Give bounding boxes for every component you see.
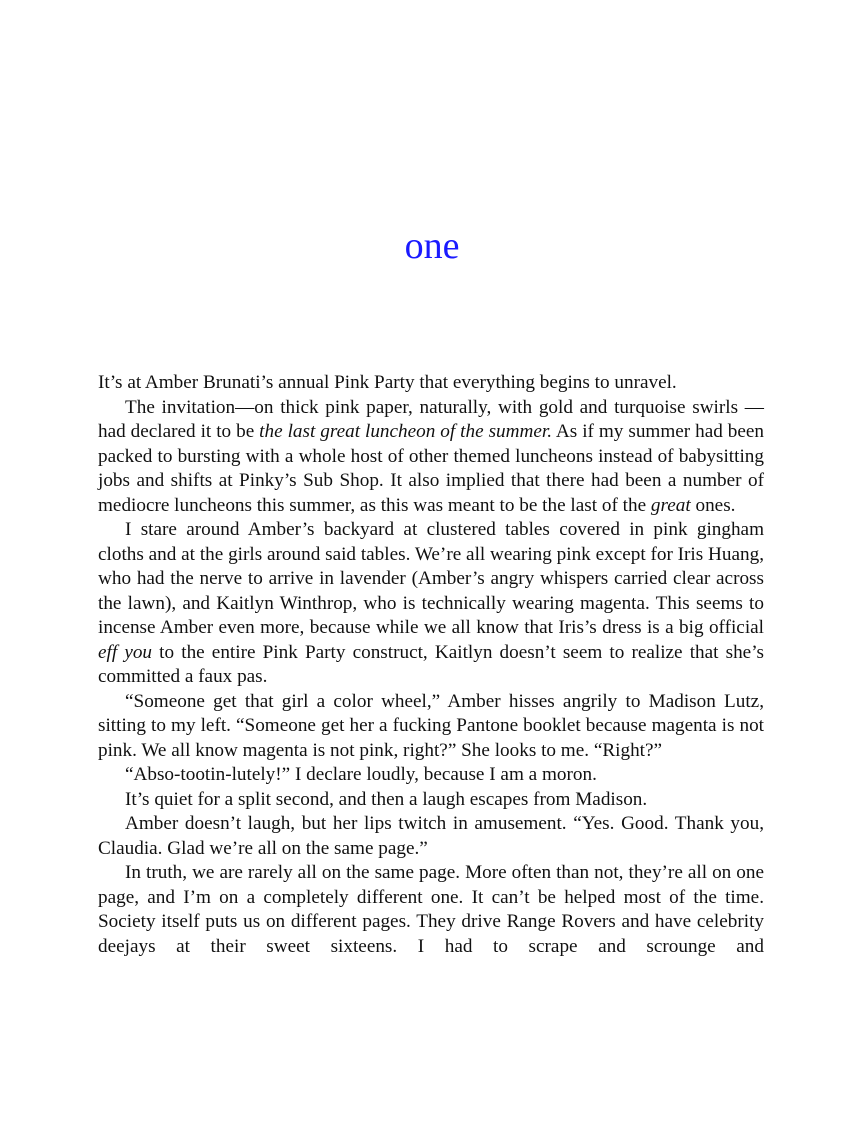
paragraph: It’s quiet for a split second, and then a laugh escapes from Madison. — [125, 788, 648, 810]
paragraph: “Abso-tootin-lutely!” I declare loudly, because I am a moron. — [125, 764, 597, 785]
emphasis-text: great — [650, 494, 691, 516]
paragraph: In truth, we are rarely all on the same page. More often than not, they’re all on one page, and I’m on a completely different one. It can’t be helped most of the time. Society itself puts us on different pages. They drive Range Rovers and have celebrity deejays at their sweet sixteens. I had to scrape and scrounge and — [98, 862, 764, 957]
paragraph — [98, 518, 764, 690]
paragraph-text: As if my summer had been packed to bursting with a whole host of other themed luncheons instead of babysitting jobs and shifts at Pinky’s Sub Shop. It also implied that there had been a number of mediocre luncheons this summer, as this was meant to be the last of the — [98, 421, 765, 516]
paragraph: Amber doesn’t laugh, but her lips twitch in amusement. “Yes. Good. Thank you, Claudia. Glad we’re all on the same page.” — [98, 813, 764, 859]
paragraph — [98, 396, 764, 519]
emphasis-text: eff you — [98, 641, 153, 663]
paragraph: “Someone get that girl a color wheel,” Amber hisses angrily to Madison Lutz, sitting to my left. “Someone get her a fucking Pantone booklet because magenta is not pink. We all know magenta is not pink, right?” She looks to me. “Right?” — [98, 690, 764, 761]
paragraph-text: The invitation—on thick pink paper, naturally, with gold and turquoise swirls —had declared it to be — [98, 396, 764, 442]
emphasis-text: the last great luncheon of the summer. — [259, 421, 553, 442]
chapter-body — [98, 371, 764, 959]
paragraph-text: to the entire Pink Party construct, Kaitlyn doesn’t seem to realize that she’s committed a faux pas. — [98, 641, 764, 687]
paragraph-text: I stare around Amber’s backyard at clustered tables covered in pink gingham cloths and at the girls around said tables. We’re all wearing pink except for Iris Huang, who had the nerve to arrive in lavender (Amber’s angry whispers carried clear across the lawn), and Kaitlyn Winthrop, who is technically wearing magenta. This seems to incense Amber even more, because while we all know that Iris’s dress is a big official — [98, 519, 764, 638]
chapter-title: one — [404, 225, 460, 267]
paragraph: It’s at Amber Brunati’s annual Pink Party that everything begins to unravel. — [98, 372, 677, 393]
paragraph-text: ones. — [690, 494, 736, 516]
